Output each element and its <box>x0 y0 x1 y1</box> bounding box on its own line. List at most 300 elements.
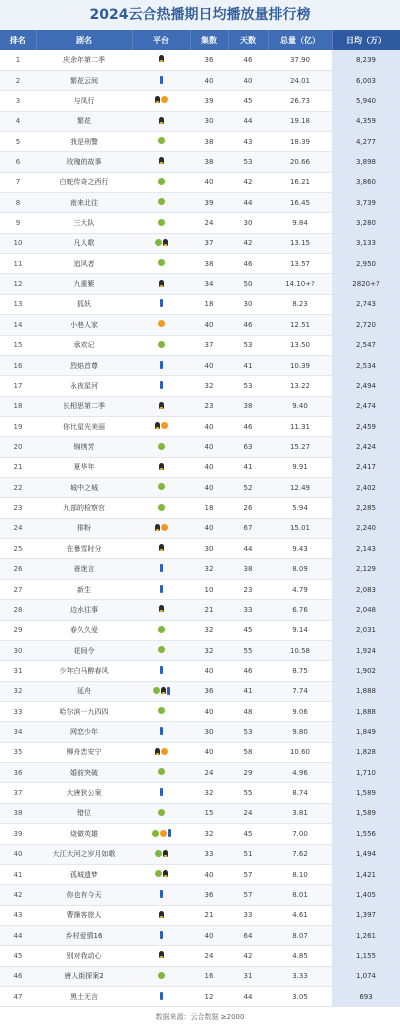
table-row <box>0 50 400 70</box>
tencent-video-icon <box>159 544 164 551</box>
days-cell: 44 <box>228 539 268 559</box>
table-row <box>0 457 400 477</box>
rank-cell: 34 <box>0 722 36 742</box>
days-cell: 57 <box>228 885 268 905</box>
days-cell: 67 <box>228 518 268 538</box>
tencent-video-icon <box>155 748 160 755</box>
days-cell: 46 <box>228 315 268 335</box>
title-cell: 乡村爱情16 <box>36 925 132 945</box>
table-row <box>0 233 400 253</box>
rank-cell: 17 <box>0 376 36 396</box>
daily-cell: 2,285 <box>332 498 400 518</box>
days-cell: 42 <box>228 946 268 966</box>
platform-icons <box>158 483 165 490</box>
rank-cell: 46 <box>0 966 36 986</box>
days-cell: 53 <box>228 376 268 396</box>
youku-icon <box>160 931 163 939</box>
daily-cell: 2,143 <box>332 539 400 559</box>
tencent-video-icon <box>155 524 160 531</box>
platform-icons <box>160 788 163 796</box>
platform-icons <box>155 524 168 531</box>
days-cell: 46 <box>228 50 268 70</box>
episodes-cell: 18 <box>190 294 228 314</box>
youku-icon <box>167 687 170 695</box>
title-cell: 哈尔滨一九四四 <box>36 702 132 722</box>
youku-icon <box>160 992 163 1000</box>
iqiyi-icon <box>158 137 165 144</box>
title-cell: 九重紫 <box>36 274 132 294</box>
daily-cell: 2820+? <box>332 274 400 294</box>
days-cell: 26 <box>228 498 268 518</box>
episodes-cell: 32 <box>190 783 228 803</box>
total-cell: 8.07 <box>268 925 332 945</box>
rank-cell: 26 <box>0 559 36 579</box>
title-cell: 善迷言 <box>36 559 132 579</box>
title-cell: 凡人歌 <box>36 233 132 253</box>
episodes-cell: 33 <box>190 844 228 864</box>
title-cell: 承欢记 <box>36 335 132 355</box>
episodes-cell: 40 <box>190 742 228 762</box>
total-cell: 15.01 <box>268 518 332 538</box>
table-row <box>0 274 400 294</box>
episodes-cell: 24 <box>190 946 228 966</box>
table-row <box>0 640 400 660</box>
platform-cell <box>132 152 190 172</box>
title-cell: 排粉 <box>36 518 132 538</box>
daily-cell: 5,940 <box>332 91 400 111</box>
iqiyi-icon <box>158 259 165 266</box>
total-cell: 8.23 <box>268 294 332 314</box>
platform-cell <box>132 661 190 681</box>
daily-cell: 1,849 <box>332 722 400 742</box>
daily-cell: 3,133 <box>332 233 400 253</box>
platform-cell <box>132 600 190 620</box>
table-row <box>0 661 400 681</box>
total-cell: 26.73 <box>268 91 332 111</box>
daily-cell: 1,556 <box>332 824 400 844</box>
days-cell: 53 <box>228 152 268 172</box>
table-row <box>0 478 400 498</box>
episodes-cell: 40 <box>190 864 228 884</box>
iqiyi-icon <box>155 850 162 857</box>
episodes-cell: 37 <box>190 335 228 355</box>
platform-cell <box>132 355 190 375</box>
platform-icons <box>158 341 165 348</box>
daily-cell: 2,083 <box>332 579 400 599</box>
iqiyi-icon <box>158 443 165 450</box>
total-cell: 8.09 <box>268 559 332 579</box>
episodes-cell: 40 <box>190 925 228 945</box>
platform-cell <box>132 315 190 335</box>
table-row <box>0 437 400 457</box>
rank-cell: 1 <box>0 50 36 70</box>
table-body <box>0 50 400 1007</box>
iqiyi-icon <box>155 239 162 246</box>
title-cell: 与凤行 <box>36 91 132 111</box>
platform-cell <box>132 742 190 762</box>
daily-cell: 693 <box>332 987 400 1007</box>
mango-tv-icon <box>161 422 168 429</box>
days-cell: 30 <box>228 294 268 314</box>
title-cell: 长相思第二季 <box>36 396 132 416</box>
total-cell: 13.22 <box>268 376 332 396</box>
days-cell: 58 <box>228 742 268 762</box>
episodes-cell: 40 <box>190 355 228 375</box>
platform-icons <box>158 178 165 185</box>
platform-icons <box>159 605 164 612</box>
title-cell: 锦绣芳 <box>36 437 132 457</box>
platform-icons <box>158 198 165 205</box>
table-row <box>0 518 400 538</box>
episodes-cell: 39 <box>190 91 228 111</box>
rank-cell: 2 <box>0 70 36 90</box>
platform-icons <box>158 646 165 653</box>
youku-icon <box>160 76 163 84</box>
mango-tv-icon <box>161 748 168 755</box>
daily-cell: 2,048 <box>332 600 400 620</box>
title-cell: 新生 <box>36 579 132 599</box>
youku-icon <box>160 381 163 389</box>
tencent-video-icon <box>163 239 168 246</box>
rank-cell: 44 <box>0 925 36 945</box>
platform-icons <box>160 992 163 1000</box>
platform-cell <box>132 437 190 457</box>
daily-cell: 1,421 <box>332 864 400 884</box>
table-row <box>0 987 400 1007</box>
rank-cell: 5 <box>0 131 36 151</box>
title-cell: 你也有今天 <box>36 885 132 905</box>
platform-cell <box>132 966 190 986</box>
rank-cell: 27 <box>0 579 36 599</box>
total-cell: 20.66 <box>268 152 332 172</box>
platform-cell <box>132 294 190 314</box>
title-cell: 黑土无言 <box>36 987 132 1007</box>
header-daily: 日均（万） <box>332 30 400 50</box>
platform-cell <box>132 416 190 436</box>
total-cell: 6.76 <box>268 600 332 620</box>
iqiyi-icon <box>158 178 165 185</box>
header-rank: 排名 <box>0 30 36 50</box>
total-cell: 3.05 <box>268 987 332 1007</box>
days-cell: 41 <box>228 457 268 477</box>
tencent-video-icon <box>155 422 160 429</box>
youku-icon <box>160 788 163 796</box>
platform-cell <box>132 518 190 538</box>
table-row <box>0 355 400 375</box>
platform-cell <box>132 335 190 355</box>
title-cell: 永夜星河 <box>36 376 132 396</box>
episodes-cell: 10 <box>190 579 228 599</box>
total-cell: 9.84 <box>268 213 332 233</box>
total-cell: 9.80 <box>268 722 332 742</box>
episodes-cell: 40 <box>190 702 228 722</box>
table-row <box>0 763 400 783</box>
platform-icons <box>152 829 171 837</box>
title-cell: 少年白马醉春风 <box>36 661 132 681</box>
table-row <box>0 152 400 172</box>
platform-cell <box>132 763 190 783</box>
total-cell: 9.14 <box>268 620 332 640</box>
tencent-video-icon <box>159 117 164 124</box>
iqiyi-icon <box>158 219 165 226</box>
platform-cell <box>132 803 190 823</box>
platform-cell <box>132 478 190 498</box>
platform-icons <box>158 259 165 266</box>
platform-cell <box>132 925 190 945</box>
total-cell: 9.06 <box>268 702 332 722</box>
title-cell: 曹操客旅人 <box>36 905 132 925</box>
page-title: 2024云合热播期日均播放量排行榜 <box>0 0 400 30</box>
rank-cell: 32 <box>0 681 36 701</box>
rank-cell: 15 <box>0 335 36 355</box>
total-cell: 13.57 <box>268 254 332 274</box>
daily-cell: 1,397 <box>332 905 400 925</box>
daily-cell: 3,898 <box>332 152 400 172</box>
daily-cell: 2,129 <box>332 559 400 579</box>
table-row <box>0 111 400 131</box>
rank-cell: 41 <box>0 864 36 884</box>
platform-cell <box>132 844 190 864</box>
days-cell: 41 <box>228 681 268 701</box>
platform-cell <box>132 579 190 599</box>
table-row <box>0 925 400 945</box>
title-cell: 夏华年 <box>36 457 132 477</box>
total-cell: 4.96 <box>268 763 332 783</box>
table-row <box>0 844 400 864</box>
episodes-cell: 23 <box>190 396 228 416</box>
episodes-cell: 24 <box>190 763 228 783</box>
ranking-table <box>0 30 400 1007</box>
daily-cell: 1,155 <box>332 946 400 966</box>
title-cell: 庆余年第二季 <box>36 50 132 70</box>
episodes-cell: 40 <box>190 70 228 90</box>
total-cell: 4.79 <box>268 579 332 599</box>
title-cell: 大江大河之岁月如歌 <box>36 844 132 864</box>
days-cell: 38 <box>228 559 268 579</box>
rank-cell: 16 <box>0 355 36 375</box>
total-cell: 24.01 <box>268 70 332 90</box>
days-cell: 33 <box>228 905 268 925</box>
table-row <box>0 172 400 192</box>
rank-cell: 43 <box>0 905 36 925</box>
total-cell: 14.10+? <box>268 274 332 294</box>
days-cell: 53 <box>228 722 268 742</box>
platform-icons <box>158 504 165 511</box>
platform-cell <box>132 885 190 905</box>
table-row <box>0 559 400 579</box>
tencent-video-icon <box>159 463 164 470</box>
title-cell: 烈焰首尊 <box>36 355 132 375</box>
table-row <box>0 376 400 396</box>
platform-cell <box>132 111 190 131</box>
daily-cell: 3,280 <box>332 213 400 233</box>
total-cell: 10.58 <box>268 640 332 660</box>
rank-cell: 45 <box>0 946 36 966</box>
rank-cell: 10 <box>0 233 36 253</box>
title-cell: 我是刑警 <box>36 131 132 151</box>
days-cell: 42 <box>228 172 268 192</box>
platform-icons <box>160 727 163 735</box>
platform-cell <box>132 681 190 701</box>
header-name: 剧名 <box>36 30 132 50</box>
platform-icons <box>160 76 163 84</box>
iqiyi-icon <box>155 870 162 877</box>
iqiyi-icon <box>158 626 165 633</box>
rank-cell: 39 <box>0 824 36 844</box>
title-cell: 九部的检察官 <box>36 498 132 518</box>
days-cell: 24 <box>228 803 268 823</box>
platform-icons <box>160 299 163 307</box>
platform-icons <box>158 626 165 633</box>
iqiyi-icon <box>158 504 165 511</box>
days-cell: 31 <box>228 966 268 986</box>
rank-cell: 18 <box>0 396 36 416</box>
youku-icon <box>160 727 163 735</box>
rank-cell: 30 <box>0 640 36 660</box>
rank-cell: 31 <box>0 661 36 681</box>
platform-icons <box>155 422 168 429</box>
episodes-cell: 36 <box>190 681 228 701</box>
mango-tv-icon <box>160 830 167 837</box>
table-row <box>0 335 400 355</box>
platform-icons <box>160 361 163 369</box>
daily-cell: 3,860 <box>332 172 400 192</box>
tencent-video-icon <box>159 911 164 918</box>
table-row <box>0 803 400 823</box>
daily-cell: 2,950 <box>332 254 400 274</box>
days-cell: 46 <box>228 254 268 274</box>
rank-cell: 33 <box>0 702 36 722</box>
iqiyi-icon <box>153 687 160 694</box>
days-cell: 48 <box>228 702 268 722</box>
days-cell: 46 <box>228 661 268 681</box>
days-cell: 44 <box>228 987 268 1007</box>
total-cell: 9.91 <box>268 457 332 477</box>
total-cell: 15.27 <box>268 437 332 457</box>
platform-icons <box>155 239 168 246</box>
table-row <box>0 294 400 314</box>
youku-icon <box>160 585 163 593</box>
title-cell: 狐妖 <box>36 294 132 314</box>
daily-cell: 1,888 <box>332 702 400 722</box>
platform-icons <box>159 280 164 287</box>
platform-icons <box>158 768 165 775</box>
episodes-cell: 32 <box>190 376 228 396</box>
total-cell: 5.94 <box>268 498 332 518</box>
daily-cell: 6,003 <box>332 70 400 90</box>
rank-cell: 19 <box>0 416 36 436</box>
youku-icon <box>160 666 163 674</box>
rank-cell: 20 <box>0 437 36 457</box>
daily-cell: 2,474 <box>332 396 400 416</box>
rank-cell: 47 <box>0 987 36 1007</box>
title-cell: 三大队 <box>36 213 132 233</box>
platform-cell <box>132 233 190 253</box>
days-cell: 44 <box>228 111 268 131</box>
daily-cell: 2,743 <box>332 294 400 314</box>
table-row <box>0 783 400 803</box>
iqiyi-icon <box>158 483 165 490</box>
table-row <box>0 315 400 335</box>
table-row <box>0 131 400 151</box>
platform-cell <box>132 254 190 274</box>
days-cell: 41 <box>228 355 268 375</box>
platform-cell <box>132 70 190 90</box>
tencent-video-icon <box>159 605 164 612</box>
rank-cell: 28 <box>0 600 36 620</box>
tencent-video-icon <box>159 157 164 164</box>
rank-cell: 3 <box>0 91 36 111</box>
platform-icons <box>160 585 163 593</box>
rank-cell: 21 <box>0 457 36 477</box>
days-cell: 53 <box>228 335 268 355</box>
platform-cell <box>132 457 190 477</box>
daily-cell: 3,739 <box>332 193 400 213</box>
platform-icons <box>160 931 163 939</box>
episodes-cell: 32 <box>190 824 228 844</box>
total-cell: 8.75 <box>268 661 332 681</box>
total-cell: 7.62 <box>268 844 332 864</box>
rank-cell: 12 <box>0 274 36 294</box>
table-row <box>0 702 400 722</box>
episodes-cell: 24 <box>190 213 228 233</box>
daily-cell: 8,239 <box>332 50 400 70</box>
days-cell: 46 <box>228 416 268 436</box>
days-cell: 51 <box>228 844 268 864</box>
header-days: 天数 <box>228 30 268 50</box>
days-cell: 63 <box>228 437 268 457</box>
table-row <box>0 864 400 884</box>
episodes-cell: 32 <box>190 559 228 579</box>
rank-cell: 13 <box>0 294 36 314</box>
mango-tv-icon <box>158 320 165 327</box>
total-cell: 4.85 <box>268 946 332 966</box>
title-cell: 别对我动心 <box>36 946 132 966</box>
episodes-cell: 30 <box>190 539 228 559</box>
daily-cell: 1,710 <box>332 763 400 783</box>
platform-icons <box>158 137 165 144</box>
platform-icons <box>160 564 163 572</box>
title-cell: 在暴雪时分 <box>36 539 132 559</box>
daily-cell: 2,534 <box>332 355 400 375</box>
platform-cell <box>132 987 190 1007</box>
rank-cell: 25 <box>0 539 36 559</box>
iqiyi-icon <box>158 768 165 775</box>
platform-cell <box>132 193 190 213</box>
tencent-video-icon <box>163 870 168 877</box>
youku-icon <box>160 890 163 898</box>
total-cell: 8.01 <box>268 885 332 905</box>
platform-cell <box>132 864 190 884</box>
youku-icon <box>160 564 163 572</box>
rank-cell: 24 <box>0 518 36 538</box>
episodes-cell: 15 <box>190 803 228 823</box>
platform-icons <box>153 687 170 695</box>
title-cell: 你比星光美丽 <box>36 416 132 436</box>
platform-cell <box>132 131 190 151</box>
episodes-cell: 34 <box>190 274 228 294</box>
table-row <box>0 91 400 111</box>
tencent-video-icon <box>155 96 160 103</box>
days-cell: 57 <box>228 864 268 884</box>
platform-icons <box>158 219 165 226</box>
table-row <box>0 213 400 233</box>
total-cell: 4.61 <box>268 905 332 925</box>
table-row <box>0 416 400 436</box>
header-total: 总量（亿） <box>268 30 332 50</box>
episodes-cell: 30 <box>190 111 228 131</box>
episodes-cell: 40 <box>190 661 228 681</box>
